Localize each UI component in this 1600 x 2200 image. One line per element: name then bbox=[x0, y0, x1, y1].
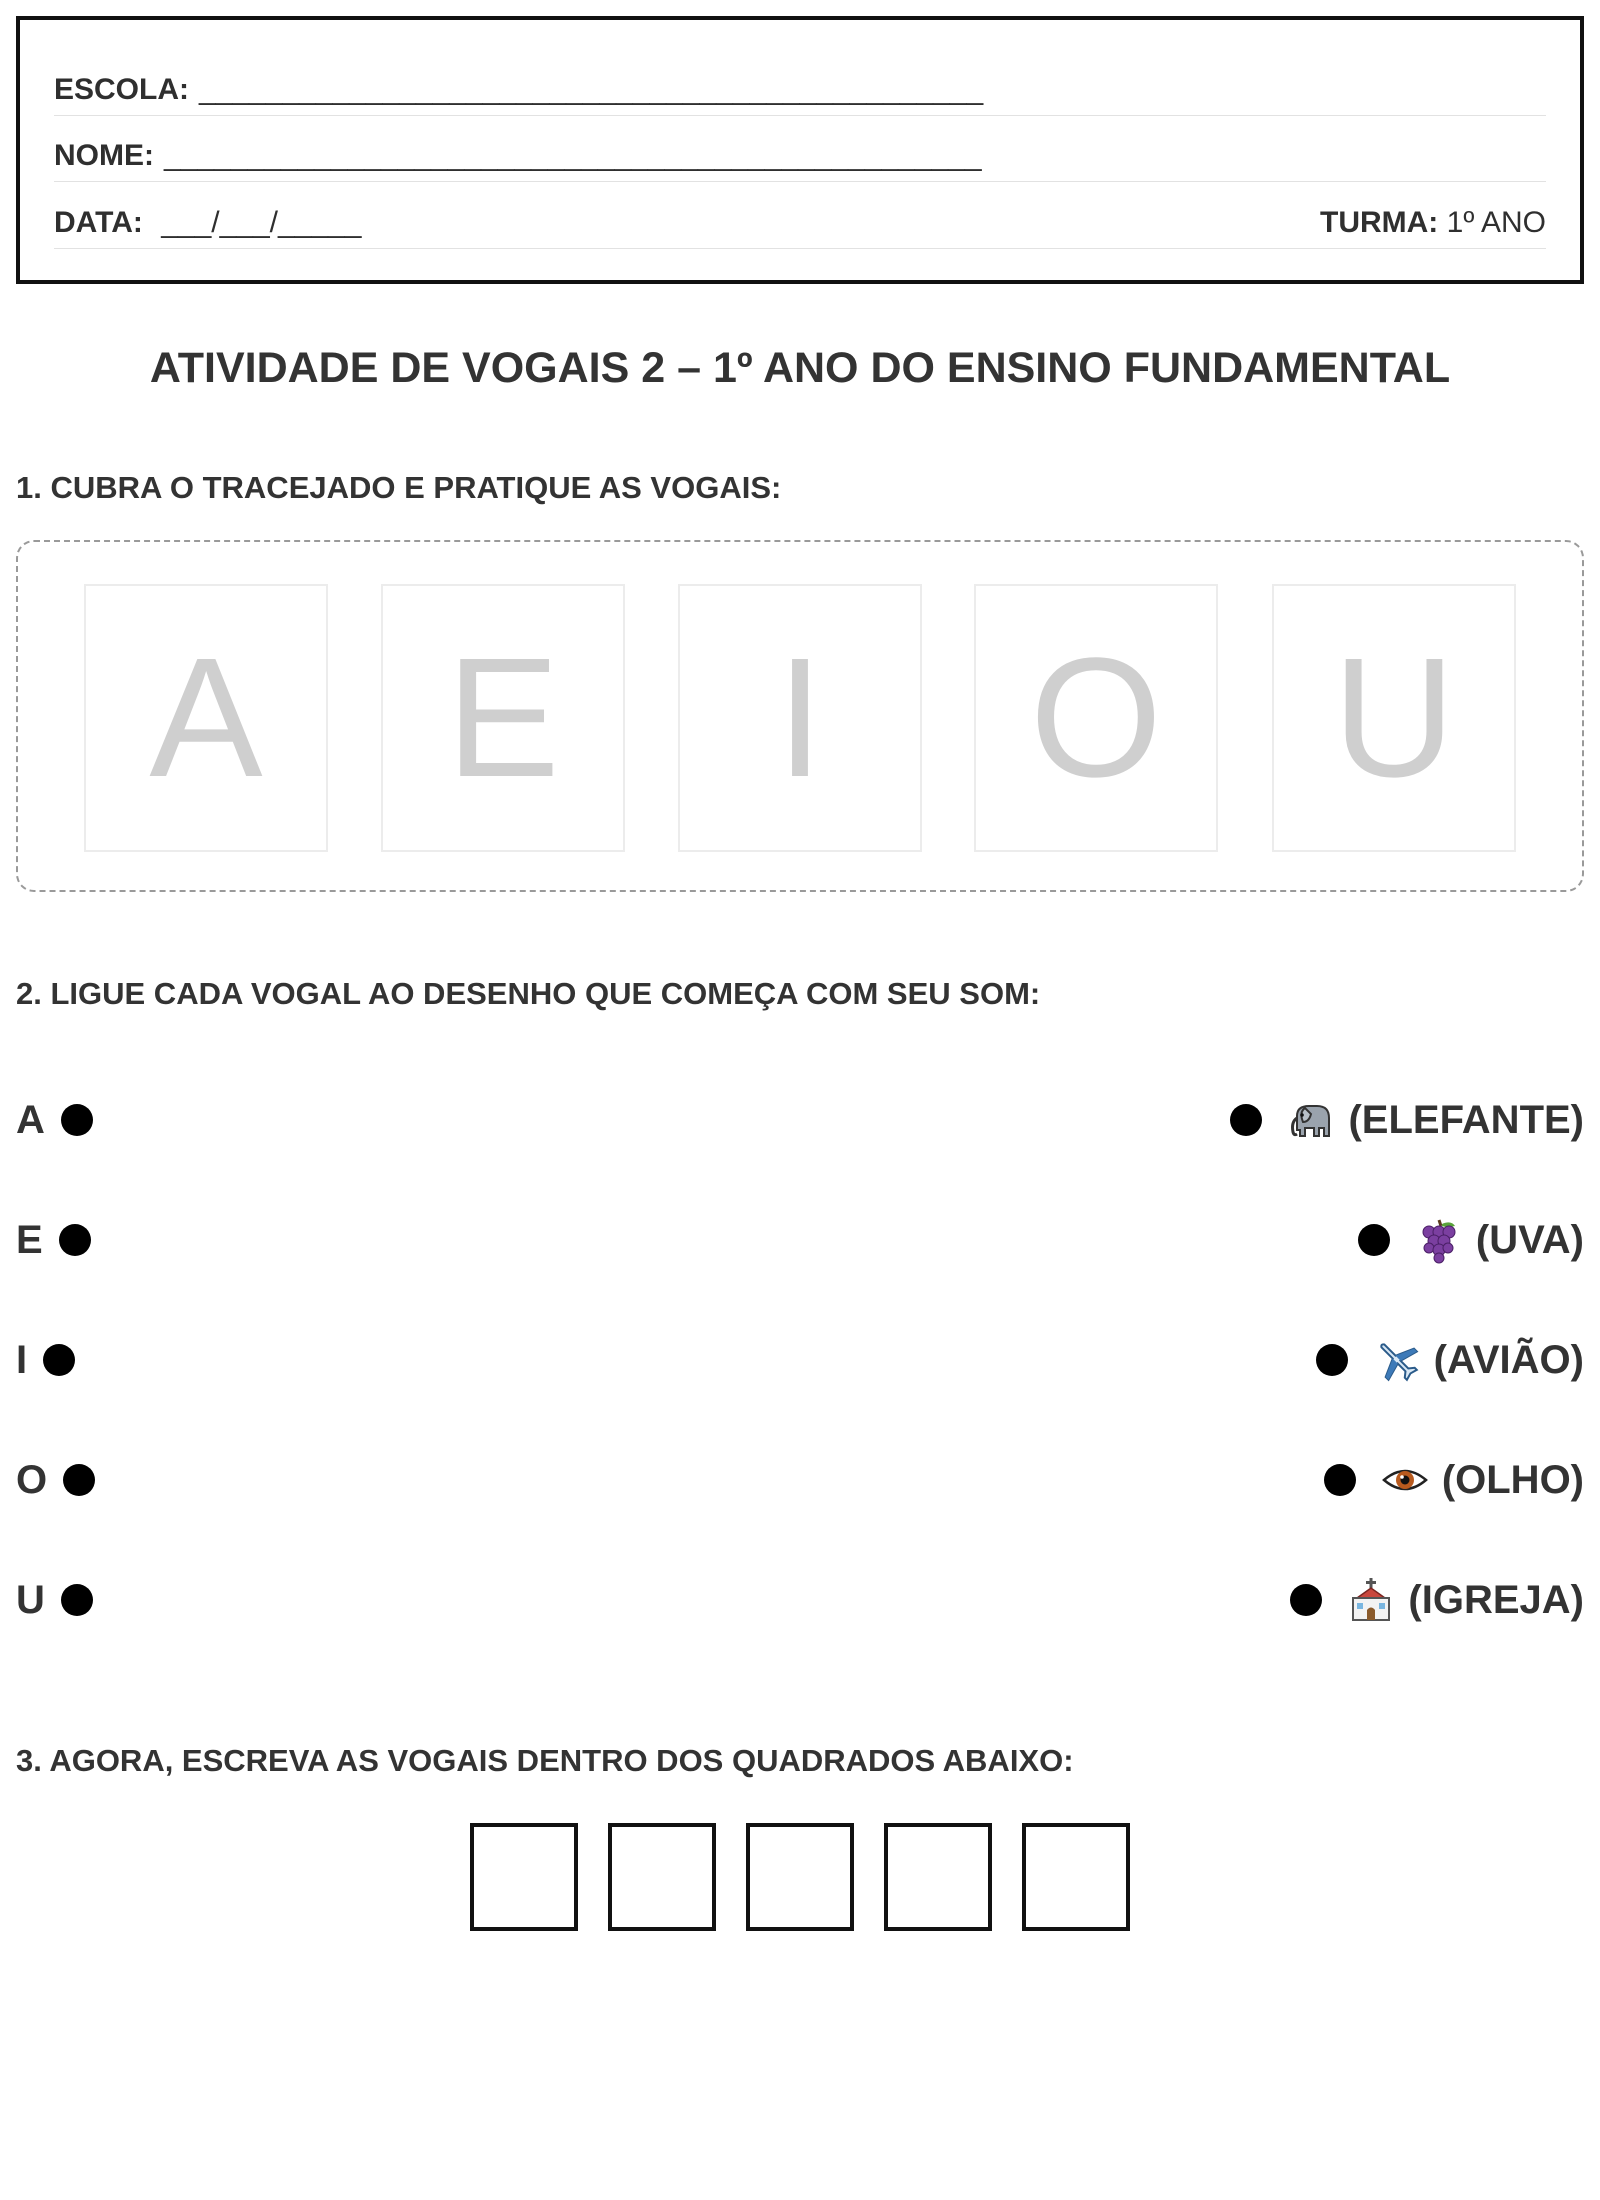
picture-label: (UVA) bbox=[1475, 1217, 1584, 1262]
escola-label: ESCOLA: bbox=[54, 73, 189, 106]
picture-dot[interactable] bbox=[1358, 1224, 1390, 1256]
trace-box bbox=[16, 540, 1584, 892]
trace-letter-a[interactable]: A bbox=[84, 584, 328, 852]
match-picture bbox=[1230, 1090, 1584, 1150]
header-box bbox=[16, 16, 1584, 284]
match-vowel bbox=[16, 1330, 75, 1390]
eye-icon bbox=[1380, 1455, 1430, 1505]
trace-letter-e[interactable]: E bbox=[381, 584, 625, 852]
section3-title: 3. AGORA, ESCREVA AS VOGAIS DENTRO DOS QUADRADOS ABAIXO: bbox=[16, 1743, 1074, 1778]
picture-label: (ELEFANTE) bbox=[1348, 1097, 1584, 1142]
picture-dot[interactable] bbox=[1230, 1104, 1262, 1136]
page-title: ATIVIDADE DE VOGAIS 2 – 1º ANO DO ENSINO FUNDAMENTAL bbox=[149, 344, 1451, 392]
elephant-icon bbox=[1286, 1095, 1336, 1145]
nome-row bbox=[54, 116, 1546, 182]
write-square[interactable] bbox=[608, 1823, 716, 1931]
picture-label: (IGREJA) bbox=[1408, 1577, 1584, 1622]
match-vowel bbox=[16, 1210, 91, 1270]
picture-label: (OLHO) bbox=[1441, 1457, 1584, 1502]
section2-title: 2. LIGUE CADA VOGAL AO DESENHO QUE COMEÇA COM SEU SOM: bbox=[16, 976, 1041, 1011]
match-picture bbox=[1324, 1450, 1584, 1510]
vowel-label: O bbox=[16, 1457, 48, 1502]
turma-label: TURMA: bbox=[1320, 206, 1439, 239]
match-vowel bbox=[16, 1450, 95, 1510]
escola-row bbox=[54, 50, 1546, 116]
grapes-icon bbox=[1414, 1215, 1464, 1265]
picture-label: (AVIÃO) bbox=[1433, 1337, 1584, 1382]
vowel-label: E bbox=[16, 1217, 43, 1262]
match-vowel bbox=[16, 1090, 93, 1150]
match-row bbox=[16, 1090, 1584, 1150]
turma-group bbox=[1320, 206, 1546, 240]
write-square[interactable] bbox=[746, 1823, 854, 1931]
write-square[interactable] bbox=[884, 1823, 992, 1931]
match-row bbox=[16, 1450, 1584, 1510]
nome-field[interactable]: _________________________________________________ bbox=[164, 139, 982, 172]
church-icon bbox=[1346, 1575, 1396, 1625]
vowel-dot[interactable] bbox=[59, 1224, 91, 1256]
match-picture bbox=[1358, 1210, 1584, 1270]
picture-dot[interactable] bbox=[1290, 1584, 1322, 1616]
section1-title: 1. CUBRA O TRACEJADO E PRATIQUE AS VOGAIS: bbox=[16, 470, 782, 505]
match-row bbox=[16, 1330, 1584, 1390]
picture-dot[interactable] bbox=[1316, 1344, 1348, 1376]
vowel-dot[interactable] bbox=[63, 1464, 95, 1496]
nome-label: NOME: bbox=[54, 139, 154, 172]
turma-value: 1º ANO bbox=[1446, 206, 1546, 239]
match-row bbox=[16, 1570, 1584, 1630]
data-group bbox=[54, 206, 361, 240]
vowel-dot[interactable] bbox=[61, 1584, 93, 1616]
match-row bbox=[16, 1210, 1584, 1270]
data-row bbox=[54, 183, 1546, 249]
match-vowel bbox=[16, 1570, 93, 1630]
write-square[interactable] bbox=[1022, 1823, 1130, 1931]
trace-letter-u[interactable]: U bbox=[1272, 584, 1516, 852]
match-picture bbox=[1290, 1570, 1584, 1630]
data-field[interactable]: ___/___/_____ bbox=[161, 206, 362, 239]
write-square[interactable] bbox=[470, 1823, 578, 1931]
trace-letter-o[interactable]: O bbox=[974, 584, 1218, 852]
vowel-dot[interactable] bbox=[61, 1104, 93, 1136]
vowel-dot[interactable] bbox=[43, 1344, 75, 1376]
picture-dot[interactable] bbox=[1324, 1464, 1356, 1496]
escola-field[interactable]: _______________________________________________ bbox=[199, 73, 984, 106]
data-label: DATA: bbox=[54, 206, 143, 239]
vowel-label: A bbox=[16, 1097, 45, 1142]
trace-letter-i[interactable]: I bbox=[678, 584, 922, 852]
airplane-icon bbox=[1372, 1335, 1422, 1385]
vowel-label: U bbox=[16, 1577, 45, 1622]
match-picture bbox=[1316, 1330, 1584, 1390]
vowel-label: I bbox=[16, 1337, 28, 1382]
